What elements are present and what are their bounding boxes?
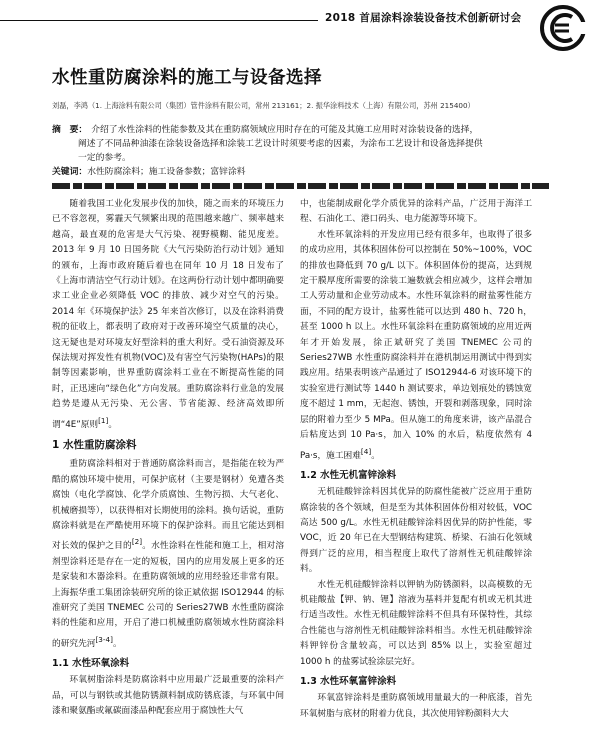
subsection-heading: 1.3 水性环氧富锌涂料 bbox=[300, 676, 397, 688]
author-affiliations: 刘磊，李鸿（1. 上海涂料有限公司（集团）管件涂料有限公司，常州 213161；2. 振华涂料技术（上海）有限公司，苏州 215400） bbox=[52, 101, 475, 110]
body-paragraph: 中，也能制成耐化学介质优异的涂料产品，广泛用于海洋工程、石油化工、港口码头、电力能源等环境下。 bbox=[300, 199, 532, 225]
abstract-line: 介绍了水性涂料的性能参数及其在重防腐领域应用时存在的可能及其施工应用时对涂装设备的选择， bbox=[91, 125, 479, 135]
abstract-line: 一定的参考。 bbox=[78, 152, 131, 163]
body-paragraph: 环氧树脂涂料是防腐涂料中应用最广泛最重要的涂料产品，可以与钢铁或其他防锈颜料制成防锈底漆，与环氧中间漆和聚氨酯或氟碳面漆品种配套应用于腐蚀性大气 bbox=[52, 675, 284, 717]
left-column bbox=[52, 197, 284, 720]
section-divider bbox=[52, 183, 549, 189]
intro-paragraph: 随着我国工业化发展步伐的加快，随之而来的环境压力已不容忽视，雾霾天气频繁出现的范围越来越广、频率越来越高，最直观的危害是大气污染、视野模糊、能见度差。2013 年 9 月 10 日国务院《大气污染防治行动计划》通知的颁布，上海市政府随后着也在同年 10 月 18 日发布了《上海市清洁空气行动计划》。在这两份行动计划中都明确要求工业企业必须降低 VOC 的排放、减少对空气的污染。2014 年《环境保护法》25 年来首次修订，以及在涂料消费税的征收上，都表明了政府对于改善环境空气质量的决心，这无疑也是对环境友好型涂料的重大利好。受石油资源及环保法规对挥发性有机物(VOC)及有害空气污染物(HAPs)的限制等因素影响，世界重防腐涂料工业在不断提高性能的同时，正迅速向“绿色化”方向发展。重防腐涂料行业急的发展趋势是遵从无污染、无公害、节省能源、经济高效即所谓“4E”原则[1]。 bbox=[52, 199, 284, 430]
body-paragraph: 水性无机硅酸锌涂料以钾钠为防锈颜料，以高模数的无机硅酸盐【钾、钠、锂】溶液为基料并复配有机或无机其进行适当改性。水性无机硅酸锌涂料不但具有环保特性，其综合性能也与溶剂性无机硅酸锌涂料相当。水性无机硅酸锌涂料钾锌份含量较高，可以达到 85% 以上，实验室超过 1000 h 的盐雾试验涂层完好。 bbox=[300, 579, 532, 667]
conference-logo-icon bbox=[538, 4, 588, 52]
keywords-label: 关键词： bbox=[52, 167, 88, 177]
keywords-text: 水性防腐涂料；施工设备参数；富锌涂料 bbox=[87, 167, 246, 177]
abstract-line: 阐述了不同品种油漆在涂装设备选择和涂装工艺设计时须要考虑的因素，为涂布工艺设计和设备选择提供 bbox=[78, 138, 483, 149]
abstract-block bbox=[52, 124, 537, 165]
right-column bbox=[300, 197, 532, 722]
body-paragraph: 环氧富锌涂料是重防腐领域用量最大的一种底漆，首先环氧树脂与底材的附着力优良，其次使用锌粉颜料大大 bbox=[300, 693, 532, 719]
abstract-label: 摘 要： bbox=[52, 125, 88, 135]
subsection-heading: 1.1 水性环氧涂料 bbox=[52, 658, 130, 670]
header-rule bbox=[0, 20, 318, 21]
section-heading: 1 水性重防腐涂料 bbox=[52, 438, 137, 451]
conference-header: 2018 首届涂料涂装设备技术创新研讨会 bbox=[325, 12, 522, 24]
paper-title: 水性重防腐涂料的施工与设备选择 bbox=[52, 68, 322, 88]
body-paragraph: 水性环氧涂料的开发应用已经有很多年，也取得了很多的成功应用，其体积固体份可以控制在 50%~100%，VOC 的排放也降低到 70 g/L 以下。体积固体份的提高，达到规定干膜厚度所需要的涂装工遍数就会相应减少，这样会增加工人劳动量和企业劳动成本。水性环氧涂料的耐盐雾性能方面，不同的配方设计，盐雾性能可以达到 480 h、720 h，甚至 1000 h 以上。水性环氧涂料在重防腐领域的应用近两年才开始发展，徐正斌研究了美国 TNEMEC 公司的 Series27WB 水性重防腐涂料并在港机制运用测试中得到实践应用。结果表明该产品通过了 ISO12944-6 对该环境下的实验室进行测试等 1440 h 测试要求，单边划痕处的锈蚀宽度不超过 1 mm，无起泡、锈蚀，开裂和剥落现象，同时涂层的附着力至少 5 MPa。但从施工的角度来讲，该产品混合后粘度达到 10 Pa·s，加入 10% 的水后，粘度依然有 4 Pa·s，施工困难[4]。 bbox=[300, 229, 532, 461]
body-paragraph: 重防腐涂料相对于普通防腐涂料而言，是指能在较为严酷的腐蚀环境中使用，可保护底材（主要是钢材）免遭各类腐蚀（电化学腐蚀、化学介质腐蚀、生物污损、大气老化、机械磨损等），以获得相对长期使用的涂料。换句话说，重防腐涂料就是在严酷使用环境下的保护涂料。而且它能达到相对长效的保护之目的[2]。水性涂料在性能和施工上，相对溶剂型涂料还是存在一定的短板，国内的应用发展上更多的还是家装和木器涂料。在重防腐领域的应用经验还非常有限。上海振华重工集团涂装研究所的徐正斌依据 ISO12944 的标准研究了美国 TNEMEC 公司的 Series27WB 水性重防腐涂料的性能和应用，开启了港口机械重防腐领域水性防腐涂料的研究先河[3-4]。 bbox=[52, 459, 285, 649]
subsection-heading: 1.2 水性无机富锌涂料 bbox=[300, 469, 397, 481]
keywords-block bbox=[52, 164, 246, 177]
body-paragraph: 无机硅酸锌涂料因其优异的防腐性能被广泛应用于重防腐涂装的各个领域，但是至为其体积固体份相对较低，VOC 高达 500 g/L。水性无机硅酸锌涂料因优异的防护性能，零 VOC，近 20 年已在大型钢结构建筑、桥梁、石油石化领域得到广泛的应用，相当程度上取代了溶剂性无机硅酸锌涂料。 bbox=[300, 487, 532, 575]
